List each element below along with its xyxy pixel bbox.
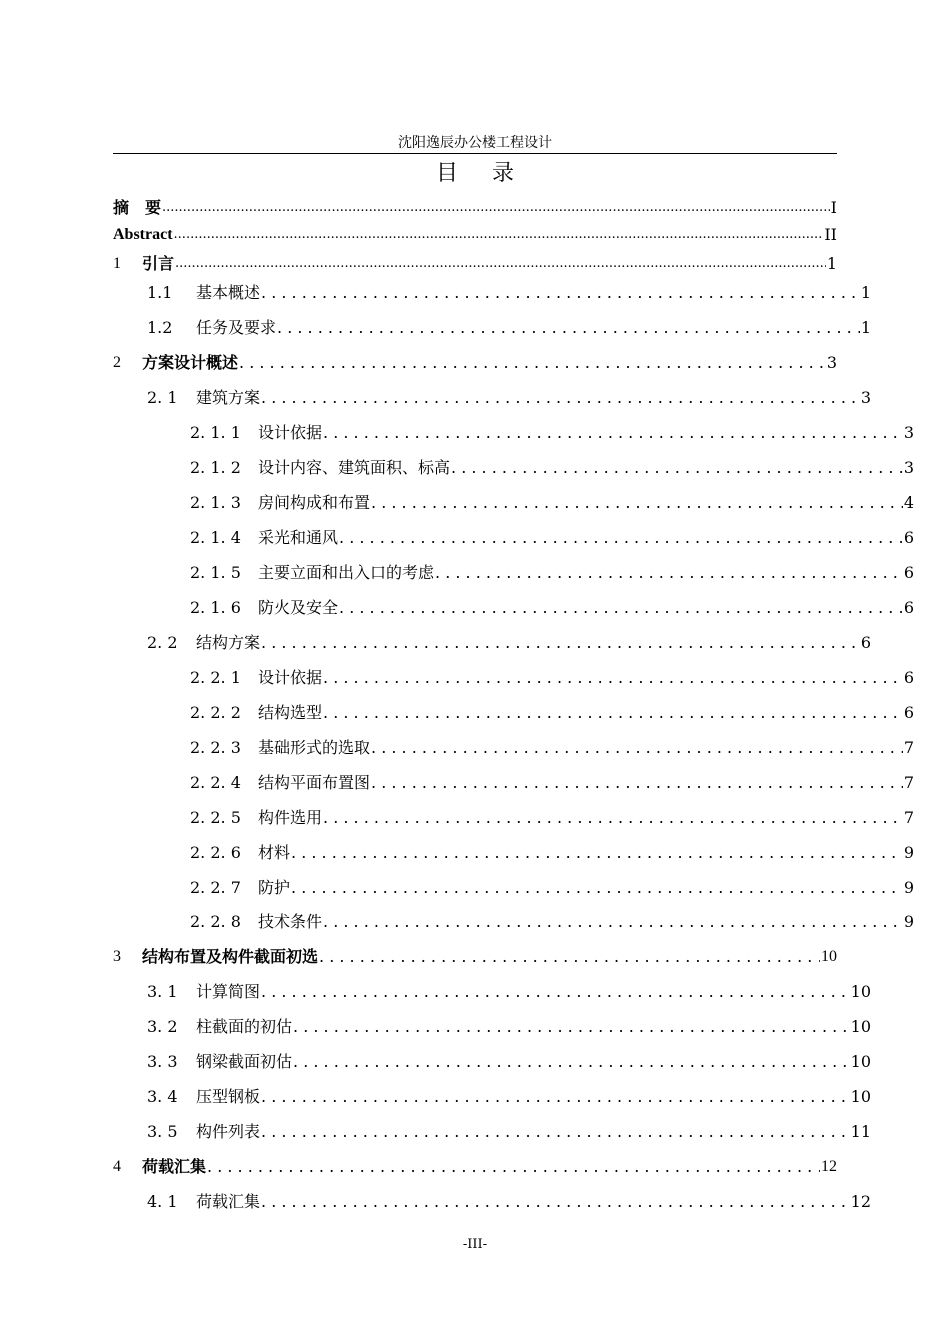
toc-leader: [371, 773, 903, 793]
toc-leader: [175, 254, 826, 274]
toc-entry-number: 3. 2: [147, 1017, 178, 1036]
toc-entry-2-1-5[interactable]: [113, 559, 914, 583]
toc-entry-number: 4. 1: [147, 1192, 178, 1211]
toc-entry-4-1[interactable]: [113, 1188, 871, 1212]
toc-entry-page: 10: [850, 1052, 871, 1071]
toc-leader: [261, 633, 860, 653]
toc-leader: [261, 1087, 850, 1107]
toc-entry-label: 主要立面和出入口的考虑: [258, 563, 435, 582]
toc-entry-number: 4: [113, 1158, 121, 1175]
toc-entry-page: 10: [850, 1087, 871, 1106]
toc-entry-3-5[interactable]: [113, 1118, 871, 1142]
toc-entry-2-2-5[interactable]: [113, 804, 914, 828]
toc-entry-label: 荷载汇集: [142, 1157, 207, 1176]
toc-entry-number: 2. 1: [147, 388, 178, 407]
toc-leader: [319, 947, 820, 967]
toc-entry-label: 结构平面布置图: [258, 773, 371, 792]
toc-entry-page: 3: [903, 423, 914, 442]
toc-entry-number: 2. 2. 4: [190, 773, 241, 792]
toc-entry-2-2-7[interactable]: [113, 874, 914, 898]
toc-entry-page: 12: [821, 1158, 837, 1175]
toc-entry-label: 基本概述: [196, 283, 261, 302]
toc-entry-1-2[interactable]: [113, 314, 871, 338]
toc-entry-2-2[interactable]: [113, 629, 871, 653]
toc-entry-4[interactable]: [113, 1153, 837, 1177]
toc-leader: [291, 843, 903, 863]
toc-entry-number: 3. 5: [147, 1122, 178, 1141]
toc-entry-number: 1.1: [147, 283, 173, 302]
toc-entry-label: 防火及安全: [258, 598, 339, 617]
toc-entry-page: 6: [903, 703, 914, 722]
toc-entry-page: 7: [903, 738, 914, 757]
toc-entry-page: 9: [903, 843, 914, 862]
toc-entry-label: 技术条件: [258, 912, 323, 931]
toc-entry-number: 3. 3: [147, 1052, 178, 1071]
toc-entry-label: 设计依据: [258, 423, 323, 442]
toc-entry-2-2-2[interactable]: [113, 699, 914, 723]
toc-entry-number: 3: [113, 948, 121, 965]
toc-entry-3-3[interactable]: [113, 1048, 871, 1072]
toc-entry-page: 1: [860, 318, 871, 337]
toc-entry-page: 6: [903, 668, 914, 687]
toc-entry-3-1[interactable]: [113, 978, 871, 1002]
toc-entry-3-4[interactable]: [113, 1083, 871, 1107]
toc-leader: [435, 563, 903, 583]
toc-leader: [323, 423, 903, 443]
toc-entry-label: 材料: [258, 843, 291, 862]
toc-entry-page: 6: [903, 563, 914, 582]
toc-entry-page: 10: [850, 1017, 871, 1036]
toc-entry-label: 计算简图: [196, 982, 261, 1001]
toc-entry-label: 设计内容、建筑面积、标高: [258, 458, 451, 477]
toc-entry-label: 构件选用: [258, 808, 323, 827]
toc-entry-label: 结构选型: [258, 703, 323, 722]
toc-entry-number: 2. 2. 6: [190, 843, 241, 862]
toc-entry-label: 防护: [258, 878, 291, 897]
toc-entry-label: 压型钢板: [196, 1087, 261, 1106]
toc-entry-page: 6: [860, 633, 871, 652]
toc-entry-label: 柱截面的初估: [196, 1017, 293, 1036]
toc-leader: [162, 198, 830, 218]
toc-entry-page: 3: [826, 353, 837, 372]
toc-entry-1-1[interactable]: [113, 279, 871, 303]
toc-leader: [339, 528, 903, 548]
toc-entry-3-2[interactable]: [113, 1013, 871, 1037]
toc-entry-abstract-cn[interactable]: [113, 194, 837, 218]
toc-entry-label: 设计依据: [258, 668, 323, 687]
toc-entry-abstract-en[interactable]: [113, 221, 837, 245]
toc-leader: [261, 283, 860, 303]
toc-entry-3[interactable]: [113, 943, 837, 967]
toc-entry-page: 6: [903, 598, 914, 617]
toc-entry-page: 9: [903, 912, 914, 931]
toc-entry-number: 2: [113, 354, 121, 371]
toc-entry-label: 任务及要求: [196, 318, 277, 337]
toc-entry-number: 3. 4: [147, 1087, 178, 1106]
toc-entry-number: 2. 1. 1: [190, 423, 241, 442]
toc-entry-2-2-1[interactable]: [113, 664, 914, 688]
toc-leader: [323, 912, 903, 932]
toc-entry-label: 房间构成和布置: [258, 493, 371, 512]
toc-leader: [323, 703, 903, 723]
toc-leader: [323, 808, 903, 828]
toc-entry-2-2-6[interactable]: [113, 839, 914, 863]
running-header: 沈阳逸辰办公楼工程设计: [398, 135, 552, 151]
toc-entry-number: 2. 1. 3: [190, 493, 241, 512]
toc-title: 目录: [435, 161, 548, 186]
toc-entry-page: II: [824, 225, 837, 244]
toc-leader: [261, 1122, 850, 1142]
toc-leader: [261, 1192, 850, 1212]
toc-leader: [261, 982, 850, 1002]
header-rule: [113, 153, 837, 154]
toc-entry-label: 构件列表: [196, 1122, 261, 1141]
toc-entry-number: 1: [113, 255, 121, 272]
toc-entry-1[interactable]: [113, 250, 837, 274]
toc-entry-number: 1.2: [147, 318, 173, 337]
toc-entry-label: 引言: [142, 254, 175, 273]
toc-entry-page: 1: [860, 283, 871, 302]
toc-leader: [174, 225, 824, 245]
toc-leader: [293, 1017, 850, 1037]
toc-entry-2-1[interactable]: [113, 384, 871, 408]
toc-leader: [451, 458, 903, 478]
toc-entry-number: 2. 2. 8: [190, 912, 241, 931]
toc-entry-number: 2. 2. 7: [190, 878, 241, 897]
toc-entry-2-1-1[interactable]: [113, 419, 914, 443]
toc-entry-number: 3. 1: [147, 982, 178, 1001]
toc-entry-number: 2. 2. 1: [190, 668, 241, 687]
toc-leader: [293, 1052, 850, 1072]
toc-leader: [277, 318, 860, 338]
toc-leader: [371, 738, 903, 758]
toc-entry-page: 1: [826, 254, 837, 273]
toc-entry-page: 7: [903, 773, 914, 792]
toc-entry-2-1-6[interactable]: [113, 594, 914, 618]
toc-leader: [207, 1157, 820, 1177]
toc-entry-2-1-4[interactable]: [113, 524, 914, 548]
toc-entry-2-2-8[interactable]: [113, 908, 914, 932]
toc-entry-page: 6: [903, 528, 914, 547]
toc-leader: [261, 388, 860, 408]
toc-entry-page: 3: [903, 458, 914, 477]
toc-leader: [371, 493, 903, 513]
toc-entry-page: 10: [821, 948, 837, 965]
toc-entry-page: 10: [850, 982, 871, 1001]
toc-entry-label: 结构布置及构件截面初选: [142, 947, 319, 966]
toc-entry-number: 2. 2. 2: [190, 703, 241, 722]
toc-entry-page: 3: [860, 388, 871, 407]
toc-entry-number: 2. 1. 4: [190, 528, 241, 547]
toc-entry-2-1-3[interactable]: [113, 489, 914, 513]
toc-entry-page: I: [830, 198, 837, 217]
toc-entry-2[interactable]: [113, 349, 837, 373]
toc-entry-page: 12: [850, 1192, 871, 1211]
toc-entry-number: 2. 2. 5: [190, 808, 241, 827]
page-number: -III-: [462, 1237, 488, 1252]
toc-leader: [239, 353, 826, 373]
toc-entry-label: 钢梁截面初估: [196, 1052, 293, 1071]
toc-leader: [291, 878, 903, 898]
toc-entry-label: 方案设计概述: [142, 353, 239, 372]
toc-entry-label: 荷载汇集: [196, 1192, 261, 1211]
toc-entry-number: 2. 1. 5: [190, 563, 241, 582]
toc-entry-label: Abstract: [113, 226, 173, 243]
toc-entry-label: 采光和通风: [258, 528, 339, 547]
toc-leader: [339, 598, 903, 618]
toc-entry-2-2-4[interactable]: [113, 769, 914, 793]
toc-entry-label: 摘 要: [113, 198, 162, 217]
toc-entry-2-2-3[interactable]: [113, 734, 914, 758]
toc-entry-page: 4: [903, 493, 914, 512]
toc-entry-number: 2. 1. 2: [190, 458, 241, 477]
toc-entry-number: 2. 2. 3: [190, 738, 241, 757]
toc-entry-page: 9: [903, 878, 914, 897]
toc-entry-label: 基础形式的选取: [258, 738, 371, 757]
toc-entry-number: 2. 1. 6: [190, 598, 241, 617]
toc-entry-label: 结构方案: [196, 633, 261, 652]
toc-entry-2-1-2[interactable]: [113, 454, 914, 478]
toc-entry-label: 建筑方案: [196, 388, 261, 407]
toc-entry-number: 2. 2: [147, 633, 178, 652]
toc-entry-page: 7: [903, 808, 914, 827]
toc-leader: [323, 668, 903, 688]
toc-entry-page: 11: [850, 1122, 871, 1141]
